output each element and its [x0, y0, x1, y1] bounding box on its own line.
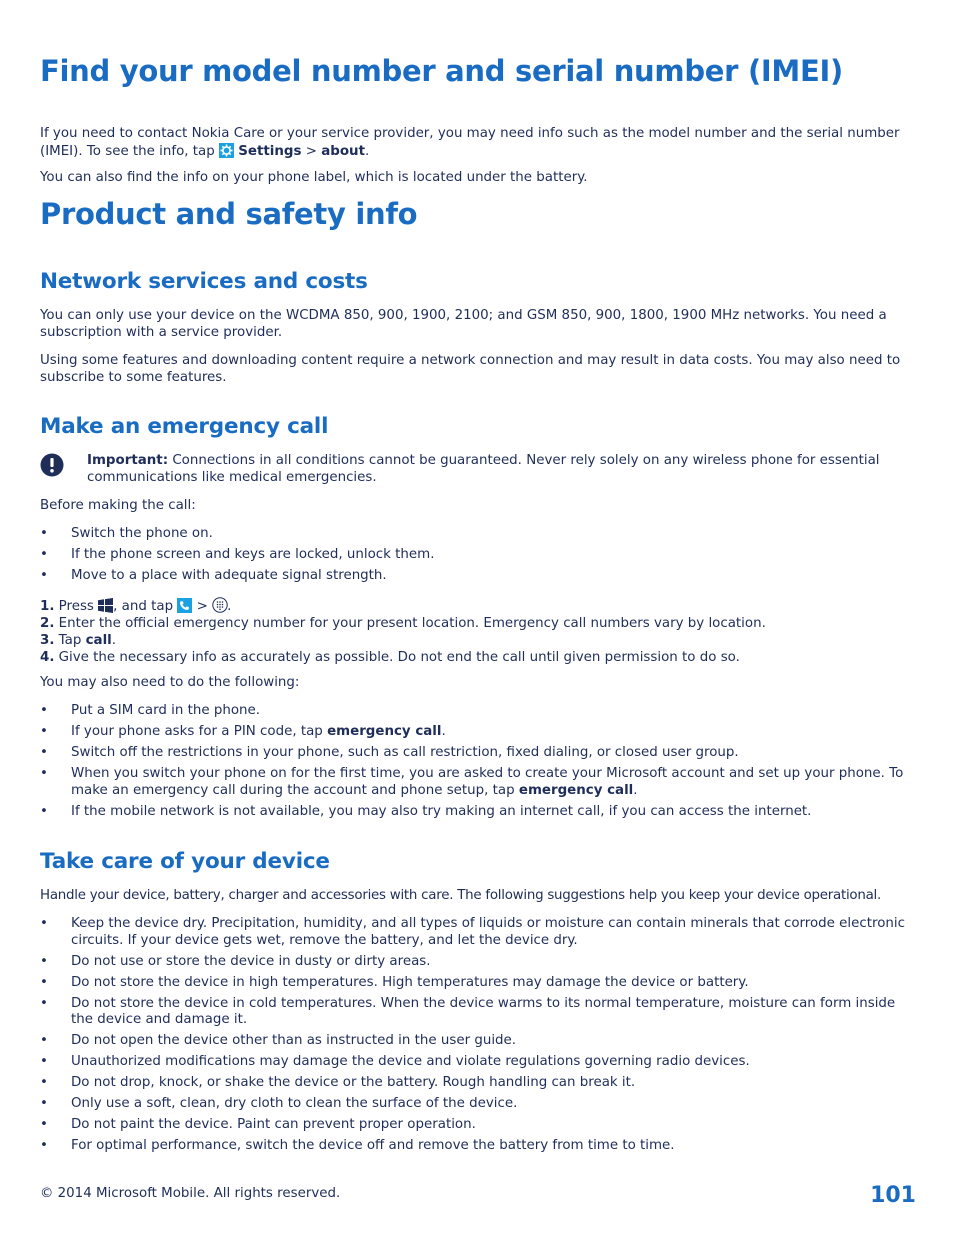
important-label: Important:: [87, 453, 169, 468]
list-item-text: When you switch your phone on for the first time, you are asked to create your Microsoft account and set up your phone. To make an emergency call during the account and phone setup, tap: [71, 766, 904, 798]
step-number: 1.: [40, 599, 55, 614]
phone-tile-icon: [177, 598, 192, 613]
list-item: • Do not use or store the device in dusty or dirty areas.: [40, 954, 916, 971]
list-item: • If the phone screen and keys are locked, unlock them.: [40, 547, 916, 564]
list-item: • Do not paint the device. Paint can prevent proper operation.: [40, 1117, 916, 1134]
network-paragraph-2: Using some features and downloading content require a network connection and may result in data costs. You may also need to subscribe to some features.: [40, 353, 901, 385]
page-number: 101: [870, 1183, 916, 1208]
about-link: about: [321, 143, 365, 159]
list-item: • Do not open the device other than as instructed in the user guide.: [40, 1033, 916, 1050]
before-call-list: [40, 526, 916, 589]
care-intro: Handle your device, battery, charger and accessories with care. The following suggestions help you keep your device operational.: [40, 888, 882, 903]
emergency-call-label: emergency call: [327, 724, 442, 739]
care-list: [40, 916, 916, 1159]
imei-end: .: [365, 143, 370, 159]
emergency-heading: Make an emergency call: [40, 414, 329, 439]
important-text: Connections in all conditions cannot be guaranteed. Never rely solely on any wireless phone for essential communications like medical emergencies.: [87, 453, 880, 485]
step-text: .: [111, 633, 117, 649]
step-1: [40, 597, 916, 616]
exclamation-icon: [40, 453, 64, 477]
safety-heading: Product and safety info: [40, 197, 418, 231]
network-heading: Network services and costs: [40, 269, 368, 294]
step-number: 4.: [40, 650, 55, 666]
step-text: Give the necessary info as accurately as possible. Do not end the call until given permission to do so.: [54, 650, 740, 666]
important-note: [87, 453, 916, 486]
imei-heading: Find your model number and serial number (IMEI): [40, 54, 843, 88]
also-list: [40, 703, 916, 825]
settings-gear-icon: [219, 143, 234, 158]
list-item: [40, 766, 916, 799]
list-item: • Do not store the device in high temperatures. High temperatures may damage the device or battery.: [40, 975, 916, 992]
list-item: [40, 724, 916, 741]
list-item: • Only use a soft, clean, dry cloth to clean the surface of the device.: [40, 1096, 916, 1113]
step-text: .: [227, 599, 232, 614]
copyright: © 2014 Microsoft Mobile. All rights reserved.: [40, 1186, 341, 1201]
list-item: • For optimal performance, switch the device off and remove the battery from time to time.: [40, 1138, 916, 1155]
list-item: • Move to a place with adequate signal strength.: [40, 568, 916, 585]
step-2: [40, 616, 916, 633]
list-item: • Keep the device dry. Precipitation, humidity, and all types of liquids or moisture can contain minerals that corrode electronic circuits. If your device gets wet, remove the battery, and let the device dry.: [40, 916, 916, 949]
keypad-icon: [212, 597, 227, 612]
imei-paragraph-1-text: If you need to contact Nokia Care or your service provider, you may need info such as the model number and the serial number (IMEI). To see the info, tap: [40, 126, 900, 159]
step-text: >: [192, 599, 213, 614]
list-item: • Unauthorized modifications may damage the device and violate regulations governing radio devices.: [40, 1054, 916, 1071]
step-4: [40, 650, 916, 667]
list-item-text: .: [441, 724, 446, 739]
also-intro: You may also need to do the following:: [40, 675, 300, 690]
list-item: • If the mobile network is not available, you may also try making an internet call, if you can access the internet.: [40, 804, 916, 821]
call-label: call: [85, 633, 112, 649]
imei-paragraph-1: [40, 126, 916, 160]
before-call-intro: Before making the call:: [40, 498, 196, 513]
list-item: • Do not drop, knock, or shake the device or the battery. Rough handling can break it.: [40, 1075, 916, 1092]
step-3: [40, 633, 916, 650]
list-item: • Put a SIM card in the phone.: [40, 703, 916, 720]
imei-paragraph-2: You can also find the info on your phone label, which is located under the battery.: [40, 170, 588, 185]
list-item: • Do not store the device in cold temperatures. When the device warms to its normal temperature, moisture can form inside the device and damage it.: [40, 996, 916, 1029]
emergency-call-label: emergency call: [518, 782, 634, 798]
list-item-text: .: [633, 782, 638, 798]
network-paragraph-1: You can only use your device on the WCDMA 850, 900, 1900, 2100; and GSM 850, 900, 1800, 1900 MHz networks. You need a subscription with a service provider.: [40, 308, 887, 340]
emergency-steps: [40, 597, 916, 667]
step-text: , and tap: [113, 599, 178, 614]
step-number: 3.: [40, 633, 55, 649]
step-text: Tap: [54, 633, 86, 649]
list-item: • Switch off the restrictions in your phone, such as call restriction, fixed dialing, or closed user group.: [40, 745, 916, 762]
step-text: Press: [54, 599, 99, 614]
list-item-text: If your phone asks for a PIN code, tap: [71, 724, 328, 739]
list-item: • Switch the phone on.: [40, 526, 916, 543]
windows-key-icon: [98, 598, 113, 613]
care-heading: Take care of your device: [40, 849, 330, 874]
settings-link: Settings: [238, 143, 302, 159]
imei-sep: >: [301, 143, 322, 159]
step-text: Enter the official emergency number for your present location. Emergency call numbers vary by location.: [54, 616, 766, 632]
step-number: 2.: [40, 616, 55, 632]
